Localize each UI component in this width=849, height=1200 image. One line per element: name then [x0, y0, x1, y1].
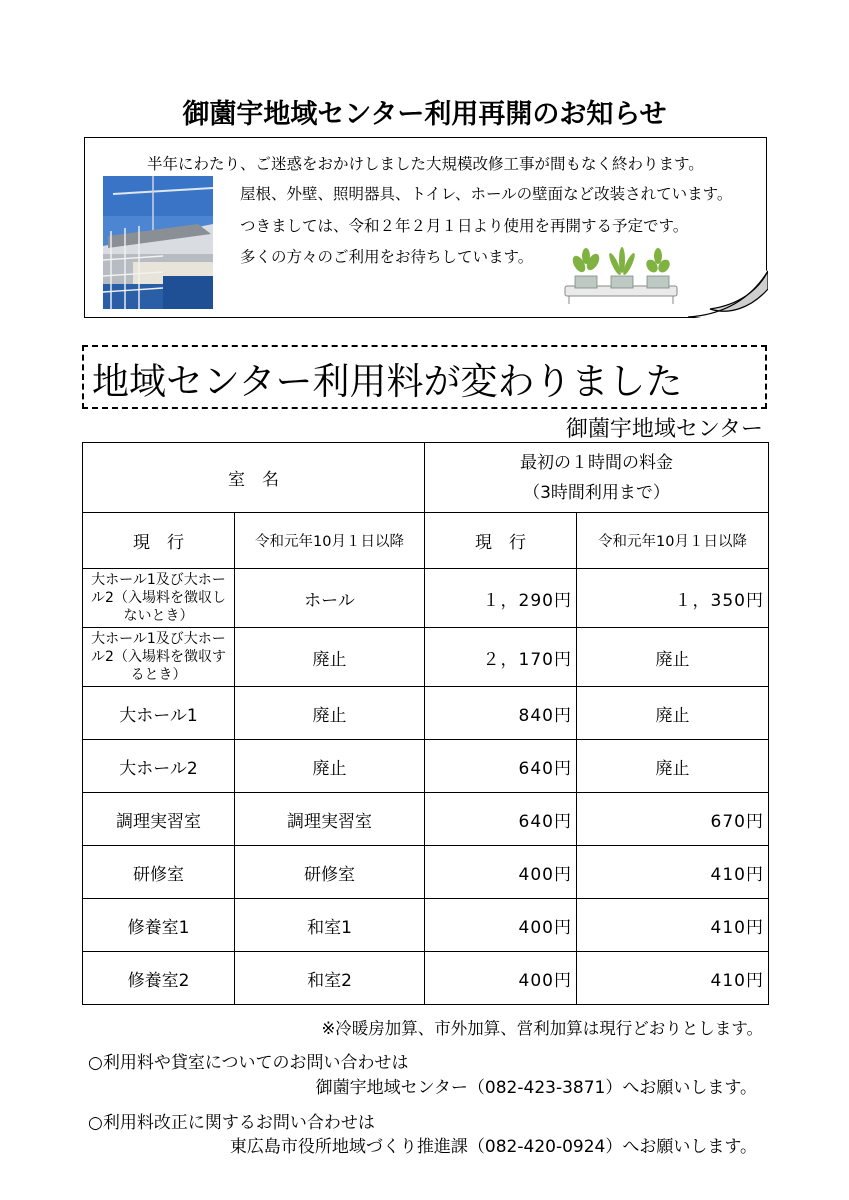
- sub-new-fee: 令和元年10月１日以降: [577, 513, 769, 569]
- current-fee: 840円: [425, 687, 577, 740]
- current-room: 修養室1: [83, 899, 235, 952]
- page-curl-icon: [688, 269, 768, 319]
- section-heading-box: [82, 345, 767, 409]
- current-room: 調理実習室: [83, 793, 235, 846]
- table-subheader-row: [83, 513, 769, 569]
- table-header-row: [83, 443, 769, 513]
- notice-box: [84, 137, 767, 318]
- table-row: [83, 952, 769, 1005]
- current-room: 修養室2: [83, 952, 235, 1005]
- current-fee: １，290円: [425, 569, 577, 628]
- new-room: 和室1: [235, 899, 425, 952]
- section-title: 地域センター利用料が変わりました: [92, 360, 683, 403]
- new-fee: １，350円: [577, 569, 769, 628]
- contact-detail-2: 東広島市役所地域づくり推進課（082-420-0924）へお願いします。: [229, 1137, 757, 1157]
- notice-line-3: つきましては、令和２年２月１日より使用を再開する予定です。: [240, 217, 689, 235]
- potted-plants-icon: [563, 246, 683, 306]
- current-room: 大ホール1及び大ホール2（入場料を徴収するとき）: [83, 628, 235, 687]
- fee-header: [425, 443, 769, 513]
- sub-current-fee: 現 行: [425, 513, 577, 569]
- page-title: 御薗宇地域センター利用再開のお知らせ: [182, 99, 667, 130]
- notice-line-2: 屋根、外壁、照明器具、トイレ、ホールの壁面など改装されています。: [240, 185, 733, 203]
- table-row: [83, 628, 769, 687]
- fee-header-line1: 最初の１時間の料金: [520, 452, 673, 473]
- room-header: 室 名: [83, 443, 425, 513]
- contact-heading-2: ○利用料改正に関するお問い合わせは: [88, 1113, 375, 1133]
- notice-line-4: 多くの方々のご利用をお待ちしています。: [240, 248, 534, 266]
- fee-header-line2: （3時間利用まで）: [523, 482, 670, 503]
- new-room: 廃止: [235, 687, 425, 740]
- building-photo: [103, 176, 213, 309]
- table-row: [83, 846, 769, 899]
- organization-name: 御薗宇地域センター: [565, 417, 763, 442]
- current-fee: 400円: [425, 952, 577, 1005]
- sub-current-room: 現 行: [83, 513, 235, 569]
- new-fee: 410円: [577, 846, 769, 899]
- new-fee: 670円: [577, 793, 769, 846]
- new-fee: 廃止: [577, 628, 769, 687]
- current-fee: 640円: [425, 793, 577, 846]
- current-room: 研修室: [83, 846, 235, 899]
- notice-line-1: 半年にわたり、ご迷惑をおかけしました大規模改修工事が間もなく終わります。: [147, 155, 704, 173]
- current-fee: 400円: [425, 846, 577, 899]
- contact-detail-1: 御薗宇地域センター（082-423-3871）へお願いします。: [315, 1078, 757, 1098]
- new-fee: 廃止: [577, 687, 769, 740]
- new-room: 廃止: [235, 628, 425, 687]
- new-fee: 410円: [577, 899, 769, 952]
- table-row: [83, 687, 769, 740]
- current-room: 大ホール2: [83, 740, 235, 793]
- table-row: [83, 569, 769, 628]
- new-room: ホール: [235, 569, 425, 628]
- fee-table: [82, 442, 769, 1005]
- surcharge-note: ※冷暖房加算、市外加算、営利加算は現行どおりとします。: [321, 1019, 763, 1038]
- new-room: 廃止: [235, 740, 425, 793]
- current-room: 大ホール1: [83, 687, 235, 740]
- current-fee: ２，170円: [425, 628, 577, 687]
- new-fee: 廃止: [577, 740, 769, 793]
- table-row: [83, 740, 769, 793]
- contact-heading-1: ○利用料や貸室についてのお問い合わせは: [88, 1053, 409, 1073]
- new-fee: 410円: [577, 952, 769, 1005]
- current-room: 大ホール1及び大ホール2（入場料を徴収しないとき）: [83, 569, 235, 628]
- table-row: [83, 899, 769, 952]
- new-room: 研修室: [235, 846, 425, 899]
- current-fee: 640円: [425, 740, 577, 793]
- sub-new-room: 令和元年10月１日以降: [235, 513, 425, 569]
- new-room: 調理実習室: [235, 793, 425, 846]
- table-row: [83, 793, 769, 846]
- new-room: 和室2: [235, 952, 425, 1005]
- current-fee: 400円: [425, 899, 577, 952]
